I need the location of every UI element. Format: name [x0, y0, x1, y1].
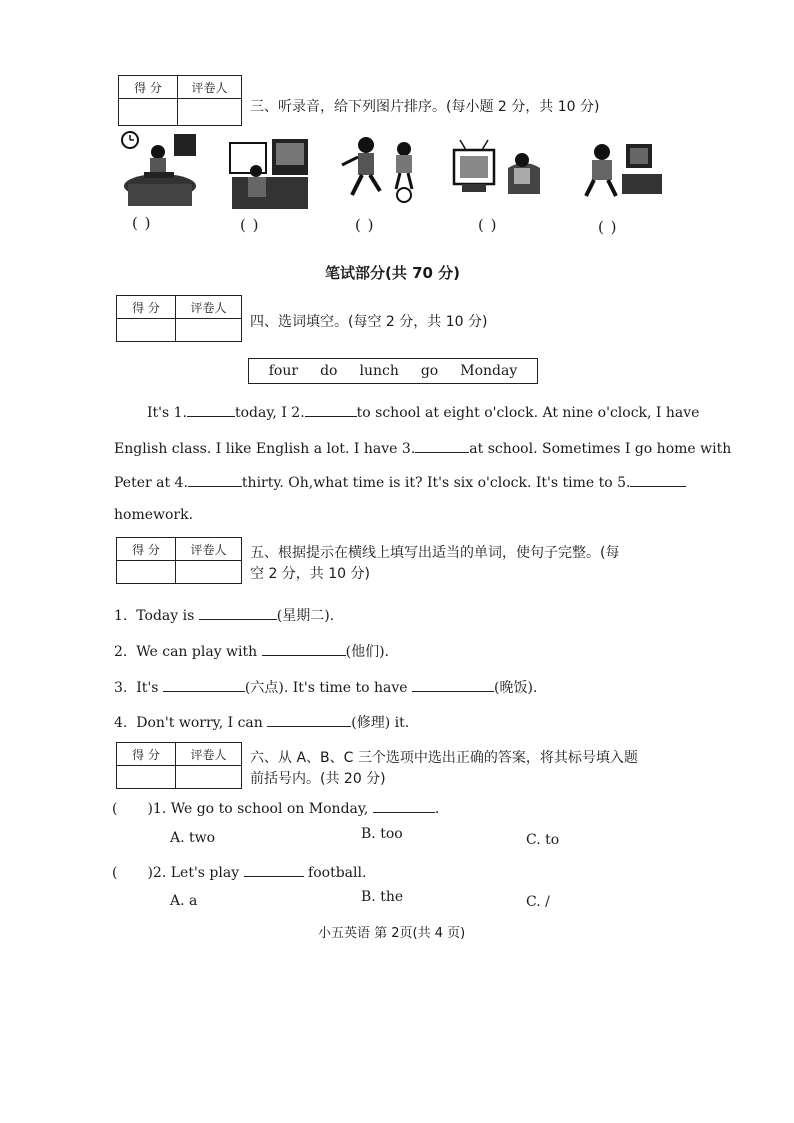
grader-label: 评卷人 [176, 743, 242, 766]
grader-cell[interactable] [176, 561, 242, 584]
passage-text: thirty. Oh,what time is it? It's six o'clock. It's time to 5. [241, 475, 631, 491]
blank-answer[interactable] [163, 677, 245, 692]
passage-line-3 [114, 472, 686, 491]
blank-answer[interactable] [267, 712, 351, 727]
score-box-section6 [116, 742, 242, 789]
option-c[interactable]: C. to [526, 832, 560, 848]
answer-paren-1[interactable]: ( ) [132, 214, 152, 232]
grader-label: 评卷人 [176, 538, 242, 561]
score-cell[interactable] [117, 766, 176, 789]
item-text: Today is [136, 608, 195, 624]
question-end: . [434, 801, 440, 817]
score-label: 得 分 [119, 76, 178, 99]
option-a[interactable]: A. a [170, 893, 198, 909]
fill-item-4 [114, 712, 409, 732]
word-bank-word: four [268, 363, 299, 379]
item-hint: (修理) it. [351, 715, 410, 731]
section4-title: 四、选词填空。(每空 2 分，共 10 分) [250, 314, 488, 330]
word-bank-word: do [320, 363, 338, 379]
word-bank [248, 358, 538, 384]
blank-answer[interactable] [373, 798, 435, 813]
answer-paren[interactable]: ( [112, 865, 118, 881]
item-text: We can play with [136, 644, 258, 660]
answer-paren-3[interactable]: ( ) [355, 216, 375, 234]
grader-cell[interactable] [178, 99, 242, 126]
blank-answer[interactable] [412, 677, 494, 692]
section6-title-line2: 前括号内。(共 20 分) [250, 771, 386, 787]
grader-cell[interactable] [176, 766, 242, 789]
fill-item-3 [114, 677, 537, 697]
fill-item-2 [114, 641, 389, 661]
item-hint: (晚饭). [494, 680, 538, 696]
blank-4[interactable] [188, 472, 242, 487]
passage-text: at school. Sometimes I go home with [469, 441, 732, 457]
score-cell[interactable] [117, 561, 176, 584]
score-box-section4 [116, 295, 242, 342]
passage-text: to school at eight o'clock. At nine o'clock, I have [356, 405, 700, 421]
passage-line-4: homework. [114, 507, 194, 523]
blank-answer[interactable] [199, 605, 277, 620]
computer-boy-picture [572, 140, 668, 202]
blank-5[interactable] [630, 472, 686, 487]
blank-3[interactable] [415, 438, 469, 453]
option-b[interactable]: B. too [361, 826, 403, 842]
score-cell[interactable] [119, 99, 178, 126]
item-number: 2. [114, 644, 128, 660]
item-hint: (星期二). [276, 608, 335, 624]
answer-paren[interactable]: ( [112, 801, 118, 817]
grader-label: 评卷人 [176, 296, 242, 319]
passage-text: English class. I like English a lot. I have 3. [114, 441, 416, 457]
answer-paren-4[interactable]: ( ) [478, 216, 498, 234]
option-c[interactable]: C. / [526, 894, 550, 910]
item-number: 1. [114, 608, 128, 624]
item-text: Don't worry, I can [136, 715, 263, 731]
passage-line-2 [114, 438, 731, 457]
grader-label: 评卷人 [178, 76, 242, 99]
option-a[interactable]: A. two [170, 830, 216, 846]
section6-title-line1: 六、从 A、B、C 三个选项中选出正确的答案，将其标号填入题 [250, 750, 638, 766]
blank-answer[interactable] [244, 862, 304, 877]
word-bank-word: lunch [359, 363, 399, 379]
computer-room-picture [228, 133, 312, 211]
item-hint: (六点). It's time to have [244, 680, 408, 696]
word-bank-word: Monday [460, 363, 518, 379]
mc-question-1 [112, 798, 439, 817]
clock-desk-picture [118, 128, 202, 210]
passage-text: It's 1. [147, 405, 187, 421]
answer-paren-5[interactable]: ( ) [598, 218, 618, 236]
blank-2[interactable] [305, 402, 357, 417]
question-stem: )2. Let's play [147, 865, 240, 881]
score-label: 得 分 [117, 296, 176, 319]
section5-title-line1: 五、根据提示在横线上填写出适当的单词，使句子完整。(每 [250, 545, 620, 561]
score-box-section5 [116, 537, 242, 584]
score-cell[interactable] [117, 319, 176, 342]
passage-text: today, I 2. [235, 405, 305, 421]
mc-question-2 [112, 862, 366, 881]
blank-1[interactable] [187, 402, 235, 417]
question-end: football. [308, 865, 367, 881]
item-number: 3. [114, 680, 128, 696]
blank-answer[interactable] [262, 641, 346, 656]
section3-title: 三、听录音，给下列图片排序。(每小题 2 分，共 10 分) [250, 99, 600, 115]
question-stem: )1. We go to school on Monday, [147, 801, 369, 817]
soccer-kids-picture [336, 133, 424, 205]
score-label: 得 分 [117, 538, 176, 561]
word-bank-word: go [420, 363, 439, 379]
item-text: It's [136, 680, 159, 696]
answer-paren-2[interactable]: ( ) [240, 216, 260, 234]
passage-line-1 [147, 402, 699, 421]
written-part-title: 笔试部分(共 70 分) [325, 264, 461, 282]
item-number: 4. [114, 715, 128, 731]
section5-title-line2: 空 2 分，共 10 分) [250, 566, 370, 582]
score-box-section3 [118, 75, 242, 126]
option-b[interactable]: B. the [361, 889, 404, 905]
passage-text: Peter at 4. [114, 475, 188, 491]
tv-watching-picture [448, 138, 544, 202]
fill-item-1 [114, 605, 334, 625]
item-hint: (他们). [345, 644, 389, 660]
page-footer: 小五英语 第 2页(共 4 页) [318, 926, 466, 941]
score-label: 得 分 [117, 743, 176, 766]
grader-cell[interactable] [176, 319, 242, 342]
